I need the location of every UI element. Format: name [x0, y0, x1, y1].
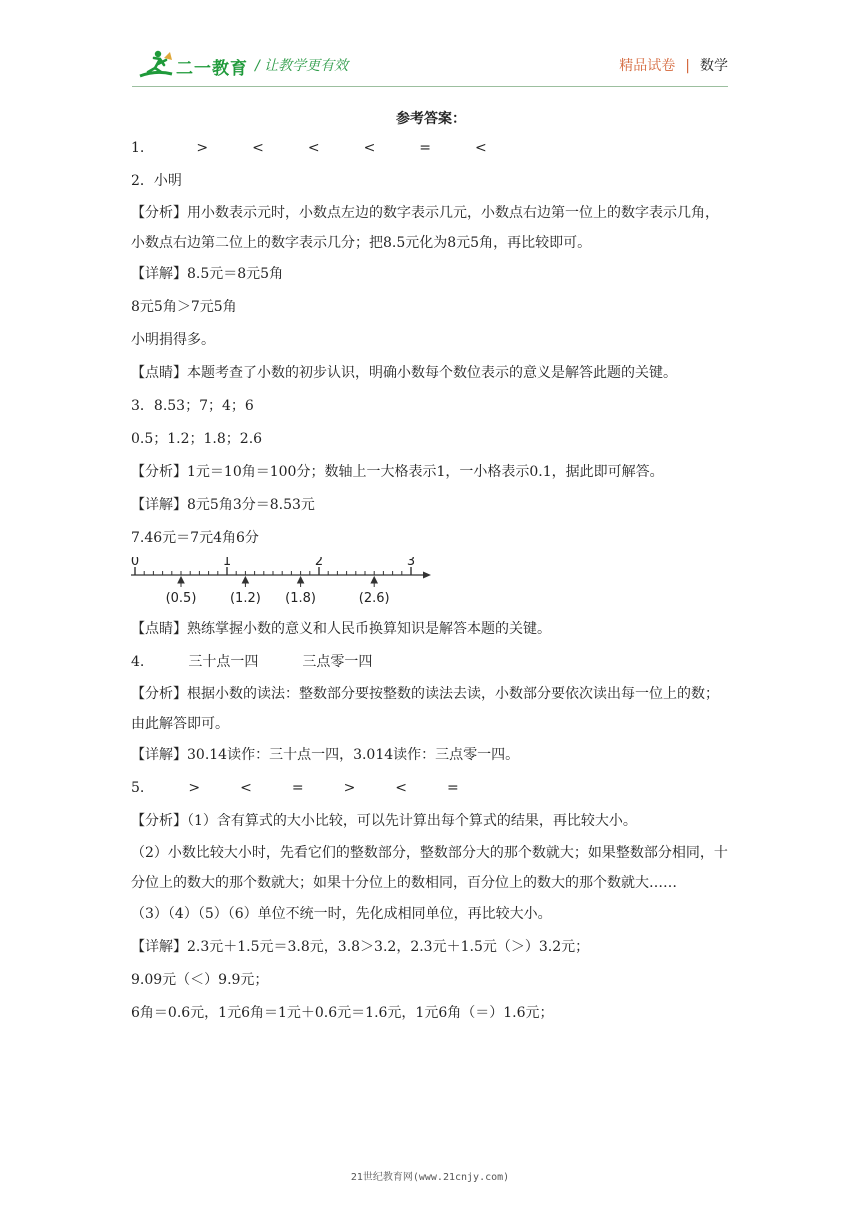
q2-analysis: 【分析】用小数表示元时，小数点左边的数字表示几元，小数点右边第一位上的数字表示几角，小数点右边第二位上的数字表示几分；把8.5元化为8元5角，再比较即可。: [131, 205, 719, 251]
number-line-mark-arrow-icon: [371, 577, 377, 587]
brand-slogan: / 让教学更有效: [255, 58, 349, 74]
q1-answer: >: [196, 140, 209, 156]
page-title: 参考答案：: [396, 111, 466, 127]
number-line-mark-label: (0.5): [165, 591, 197, 606]
q5-answer: <: [240, 780, 252, 796]
q4-analysis: 【分析】根据小数的读法：整数部分要按整数的读法去读，小数部分要依次读出每一位上的数；由此解答即可。: [131, 686, 719, 732]
q1-answers: [131, 132, 731, 165]
number-line-mark-arrow-icon: [298, 577, 304, 587]
q1-answer: <: [252, 140, 264, 156]
number-line-mark-label: (2.6): [358, 591, 390, 606]
q5-analysis: （3）（4）（5）（6）单位不统一时，先化成相同单位，再比较大小。: [131, 906, 552, 922]
header-subject: 数学: [700, 58, 728, 74]
q5-analysis: （2）小数比较大小时，先看它们的整数部分，整数部分大的那个数就大；如果整数部分相同，十分位上的数大的那个数就大；如果十分位上的数相同，百分位上的数大的那个数就大……: [131, 845, 728, 891]
q5-answer: >: [343, 780, 356, 796]
q5-answer: =: [291, 780, 304, 796]
q1-answer: <: [475, 140, 487, 156]
q3-detail: 7.46元＝7元4角6分: [131, 530, 259, 546]
number-line-label: 0: [131, 557, 140, 569]
q4-number: 4.: [131, 654, 145, 670]
q1-answer: <: [307, 140, 320, 156]
number-line-mark-label: (1.8): [285, 591, 317, 606]
header-divider: [132, 86, 728, 87]
number-line-mark-arrow-icon: [178, 577, 184, 587]
answer-content: [131, 100, 731, 1030]
q2-detail: 【详解】8.5元＝8元5角: [131, 266, 284, 282]
q1-number: 1.: [131, 140, 145, 156]
q3-detail: 【详解】8元5角3分＝8.53元: [131, 497, 315, 513]
q5-answer: >: [188, 780, 201, 796]
page-header: [0, 0, 860, 92]
q3-answer: 0.5；1.2；1.8；2.6: [131, 431, 263, 447]
number-line-arrow-icon: [423, 572, 431, 579]
q5-detail: 【详解】2.3元＋1.5元＝3.8元，3.8＞3.2，2.3元＋1.5元（＞）3.2元；: [131, 939, 590, 955]
header-separator: |: [685, 58, 690, 74]
q4-detail: 【详解】30.14读作：三十点一四，3.014读作：三点零一四。: [131, 747, 520, 763]
number-line-label: 3: [406, 557, 416, 569]
q3-analysis: 【分析】1元＝10角＝100分；数轴上一大格表示1，一小格表示0.1，据此即可解答。: [131, 464, 664, 480]
q5-analysis: 【分析】（1）含有算式的大小比较，可以先计算出每个算式的结果，再比较大小。: [131, 813, 637, 829]
q5-answer: <: [395, 780, 408, 796]
q4-answer: 三十点一四: [188, 654, 259, 670]
number-line-label: 2: [314, 557, 324, 569]
q1-answer: =: [419, 140, 432, 156]
header-tag: 精品试卷: [619, 58, 676, 74]
q3-comment: 【点睛】熟练掌握小数的意义和人民币换算知识是解答本题的关键。: [131, 621, 551, 637]
q5-answer: =: [447, 780, 459, 796]
header-right: [619, 55, 728, 75]
brand-name: 二一教育: [176, 59, 248, 79]
page-footer: 21世纪教育网(www.21cnjy.com): [350, 1172, 510, 1183]
number-line-mark-arrow-icon: [242, 577, 248, 587]
q4-answer: 三点零一四: [302, 654, 373, 670]
q2-detail: 8元5角＞7元5角: [131, 299, 237, 315]
q5-number: 5.: [131, 780, 145, 796]
number-line-mark-label: (1.2): [229, 591, 261, 606]
q5-detail: 6角＝0.6元，1元6角＝1元＋0.6元＝1.6元，1元6角（＝）1.6元；: [131, 1005, 554, 1021]
q3-answer: 3．8.53；7；4；6: [131, 398, 254, 414]
number-line: [131, 557, 731, 607]
q2-detail: 小明捐得多。: [131, 332, 215, 348]
q5-detail: 9.09元（＜）9.9元；: [131, 972, 269, 988]
q5-answers: [131, 772, 731, 805]
q1-answer: <: [363, 140, 376, 156]
number-line-label: 1: [222, 557, 232, 569]
number-line-svg: [131, 557, 431, 607]
q2-answer: 2．小明: [131, 173, 182, 189]
q2-comment: 【点睛】本题考查了小数的初步认识，明确小数每个数位表示的意义是解答此题的关键。: [131, 365, 677, 381]
q4-answers: [131, 646, 731, 679]
